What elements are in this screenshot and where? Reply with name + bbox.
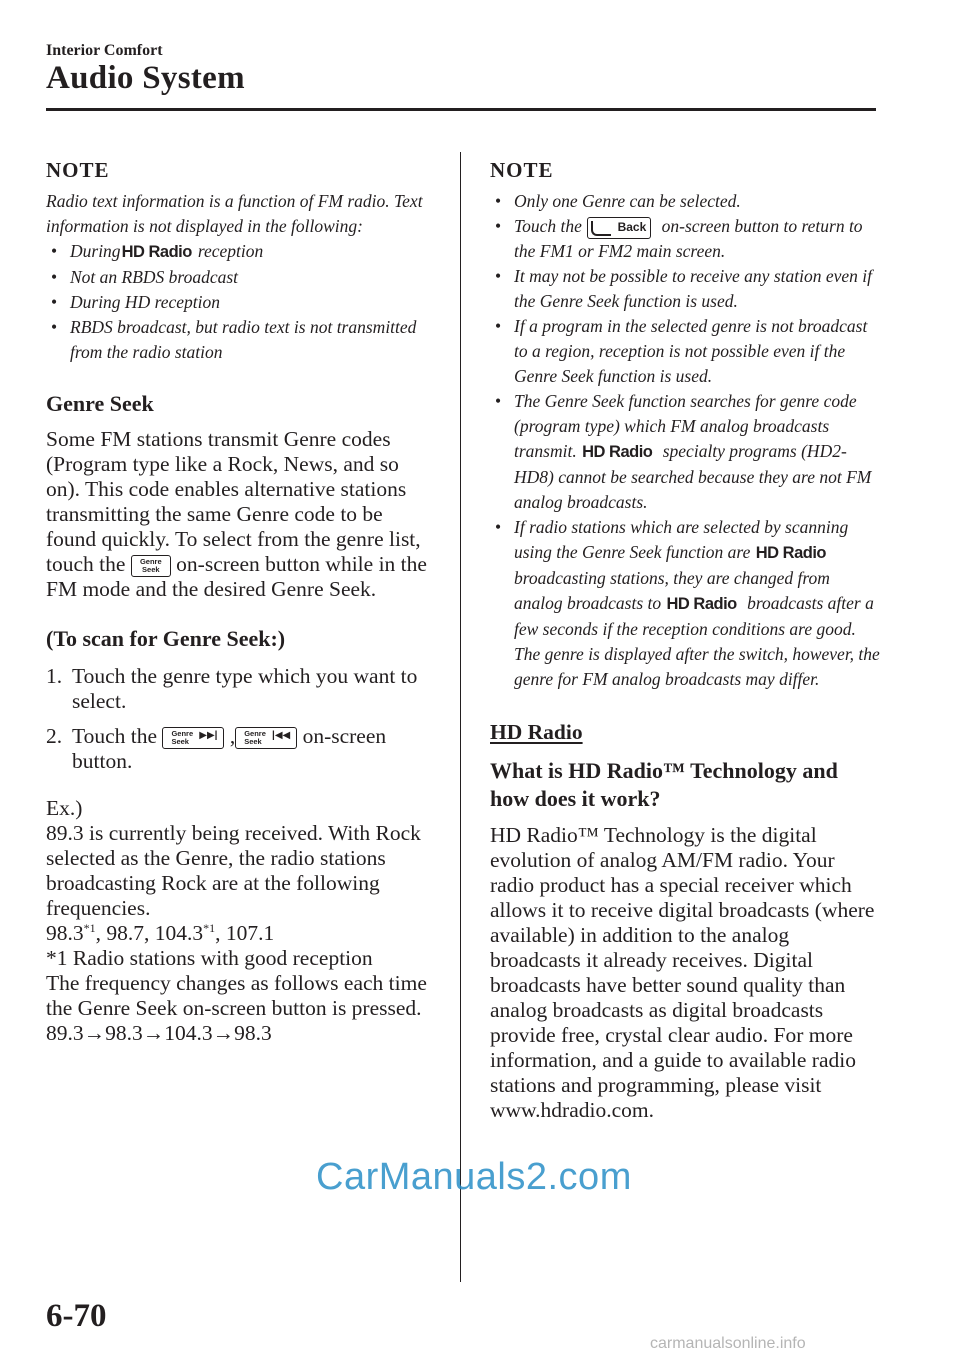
note-list bbox=[46, 239, 436, 365]
right-column bbox=[490, 158, 880, 1123]
note-item: • Only one Genre can be selected. bbox=[490, 189, 880, 214]
note-item: • It may not be possible to receive any station even if the Genre Seek function is used. bbox=[490, 264, 880, 314]
genre-seek-paragraph: Some FM stations transmit Genre codes (Program type like a Rock, News, and so on). This code enables alternative stations transmitting the same Genre code to be found quickly. To select from the genre list, touch the Genre Seek on-screen button while in the FM mode and the desired Genre Seek. bbox=[46, 427, 427, 602]
note-item: • During HD reception bbox=[46, 290, 436, 315]
frequency-list: 98.3$^{*1}$, 98.7, 104.3$^{*1}$, 107.1 bbox=[46, 921, 275, 946]
note-item: • DuringHD Radio reception bbox=[46, 239, 436, 265]
page-number: 6-70 bbox=[46, 1298, 107, 1334]
section-label: Interior Comfort bbox=[46, 42, 163, 59]
hd-radio-logo-icon: HD Radio bbox=[755, 544, 826, 562]
footnote: *1 Radio stations with good reception bbox=[46, 946, 373, 971]
hd-radio-logo-icon: HD Radio bbox=[666, 595, 737, 613]
frequency-sequence: 89.3→98.3→104.3→98.3 bbox=[46, 1021, 272, 1046]
steps-list bbox=[46, 664, 436, 774]
note-item: • If radio stations which are selected by scanning using the Genre Seek function are HD Radio broadcasting stations, they are changed from analog broadcasts to HD Radio broadcasts after a few seconds if the reception conditions are good. The genre is displayed after the switch, however, the genre for FM analog broadcasts may differ. bbox=[490, 515, 880, 692]
genre-seek-forward-icon: Genre Seek ▶▶| bbox=[162, 727, 224, 749]
watermark: CarManuals2.com bbox=[316, 1156, 632, 1198]
change-text: The frequency changes as follows each time the Genre Seek on-screen button is pressed. bbox=[46, 971, 427, 1021]
genre-seek-heading: Genre Seek bbox=[46, 391, 154, 416]
footer-url: carmanualsonline.info bbox=[650, 1335, 806, 1352]
note-block bbox=[46, 189, 436, 365]
note-title: NOTE bbox=[490, 158, 554, 182]
hd-radio-logo-icon: HD Radio bbox=[582, 443, 653, 461]
note-item: • Not an RBDS broadcast bbox=[46, 265, 436, 290]
hd-radio-heading: HD Radio bbox=[490, 720, 583, 744]
left-column bbox=[46, 158, 436, 1046]
hd-radio-description: HD Radio™ Technology is the digital evolution of analog AM/FM radio. Your radio product has a special receiver which allows it to receive digital broadcasts (where available) in addition to the analog broadcasts it already receives. Digital broadcasts have better sound quality than analog broadcasts as digital broadcasts provide free, crystal clear audio. For more information, and a guide to available radio stations and programming, please visit www.hdradio.com. bbox=[490, 823, 875, 1122]
page-title: Audio System bbox=[46, 60, 245, 96]
header-rule bbox=[46, 108, 876, 111]
step-item: 2. Touch the Genre Seek ▶▶| , Genre Seek |◀◀ on-screen button. bbox=[46, 724, 387, 774]
step-item: 1. Touch the genre type which you want to select. bbox=[46, 664, 418, 714]
scan-heading: (To scan for Genre Seek:) bbox=[46, 626, 286, 652]
example-label: Ex.) bbox=[46, 796, 83, 821]
note-item: • The Genre Seek function searches for genre code (program type) which FM analog broadcasts transmit. HD Radio specialty programs (HD2-HD8) cannot be searched because they are not FM analog broadcasts. bbox=[490, 389, 880, 515]
genre-seek-backward-icon: Genre Seek |◀◀ bbox=[235, 727, 297, 749]
note-text: Radio text information is a function of FM radio. Text information is not displayed in the following: bbox=[46, 191, 423, 236]
note-title: NOTE bbox=[46, 158, 110, 182]
hd-radio-logo-icon: HD Radio bbox=[121, 243, 192, 261]
what-is-heading: What is HD Radio™ Technology and how does it work? bbox=[490, 758, 838, 811]
note-item: • Touch the Back on-screen button to return to the FM1 or FM2 main screen. bbox=[490, 214, 880, 264]
note-item: • If a program in the selected genre is not broadcast to a region, reception is not possible even if the Genre Seek function is used. bbox=[490, 314, 880, 389]
genre-seek-button-icon: Genre Seek bbox=[131, 555, 171, 577]
note-list bbox=[490, 189, 880, 692]
column-divider bbox=[460, 152, 461, 1282]
back-button-icon: Back bbox=[587, 217, 651, 239]
note-item: • RBDS broadcast, but radio text is not transmitted from the radio station bbox=[46, 315, 436, 365]
example-text: 89.3 is currently being received. With Rock selected as the Genre, the radio stations broadcasting Rock are at the following frequencies. bbox=[46, 821, 421, 921]
